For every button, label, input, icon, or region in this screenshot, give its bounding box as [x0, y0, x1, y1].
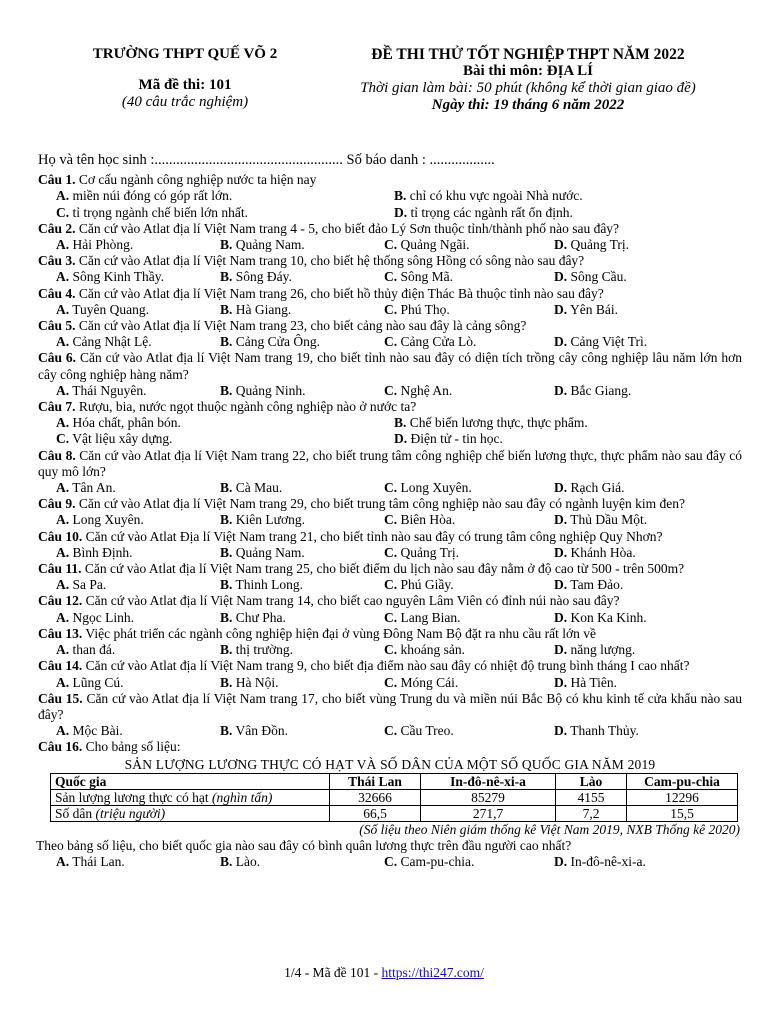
question-list — [38, 172, 742, 739]
question-text: Cơ cấu ngành công nghiệp nước ta hiện nay — [78, 172, 317, 188]
table-row-label: Số dân (triệu người) — [51, 805, 330, 821]
option-a[interactable]: A. Tuyên Quang. — [56, 301, 150, 317]
question-text: Căn cứ vào Atlat địa lí Việt Nam trang 22, cho biết trung tâm công nghiệp chế biến lương thực, thực phẩm nào sau đây có quy mô lớn? — [38, 447, 742, 479]
table-row — [51, 805, 738, 821]
question-label: Câu 11. — [38, 561, 82, 577]
table-cell: 32666 — [330, 789, 421, 805]
question-text: Rượu, bia, nước ngọt thuộc ngành công nghiệp nào ở nước ta? — [78, 399, 417, 415]
question-5 — [38, 318, 742, 334]
option-d[interactable]: D. Thanh Thủy. — [554, 723, 639, 739]
table-header-cell: In-đô-nê-xi-a — [421, 773, 556, 789]
option-d[interactable]: D. Điện tử - tin học. — [394, 431, 503, 447]
option-row — [38, 512, 742, 528]
option-b[interactable]: B. Cà Mau. — [220, 480, 283, 496]
option-row — [38, 334, 742, 350]
table-title: SẢN LƯỢNG LƯƠNG THỰC CÓ HẠT VÀ SỐ DÂN CỦA MỘT SỐ QUỐC GIA NĂM 2019 — [124, 756, 656, 772]
table-row-label: Sản lượng lương thực có hạt (nghìn tấn) — [51, 789, 330, 805]
student-info-line — [38, 152, 742, 168]
option-d[interactable]: D. tỉ trọng các ngành rất ổn định. — [394, 204, 573, 220]
option-c[interactable]: C. Móng Cái. — [384, 674, 459, 690]
table-header-cell: Quốc gia — [51, 773, 330, 789]
option-row — [38, 302, 742, 318]
option-c[interactable]: C. Long Xuyên. — [384, 480, 472, 496]
option-b[interactable]: B. Thinh Long. — [220, 577, 304, 593]
table-cell: 12296 — [627, 789, 738, 805]
exam-date: Ngày thi: 19 tháng 6 năm 2022 — [431, 97, 625, 113]
option-row — [38, 415, 742, 431]
option-b[interactable]: B. Hà Giang. — [220, 301, 292, 317]
question-text: Việc phát triển các ngành công nghiệp hiện đại ở vùng Đông Nam Bộ đặt ra nhu cầu rất lớn về — [85, 625, 596, 641]
exam-body — [38, 152, 742, 870]
question-14 — [38, 658, 742, 674]
question-text: Căn cứ vào Atlat địa lí Việt Nam trang 14, cho biết cao nguyên Lâm Viên có đỉnh núi nào sau đây? — [85, 593, 620, 609]
question-label: Câu 8. — [38, 447, 76, 463]
question-text: Căn cứ vào Atlat địa lí Việt Nam trang 25, cho biết điểm du lịch nào sau đây nằm ở độ cao từ 500 - trên 500m? — [84, 561, 685, 577]
option-d[interactable]: D. Sông Cầu. — [554, 269, 627, 285]
header-left — [60, 46, 310, 111]
option-a[interactable]: A. Hải Phòng. — [56, 237, 134, 253]
table-cell: 7,2 — [556, 805, 627, 821]
question-11 — [38, 561, 742, 577]
question-12 — [38, 593, 742, 609]
option-c[interactable]: C. Nghệ An. — [384, 382, 453, 398]
option-d[interactable]: D. Yên Bái. — [554, 301, 618, 317]
option-d[interactable]: D. In-đô-nê-xi-a. — [554, 854, 646, 870]
exam-subject: Bài thi môn: ĐỊA LÍ — [462, 63, 594, 79]
option-c[interactable]: C. Cam-pu-chia. — [384, 854, 475, 870]
table-cell: 66,5 — [330, 805, 421, 821]
question-10 — [38, 529, 742, 545]
option-c[interactable]: C. Phú Thọ. — [384, 301, 450, 317]
option-c[interactable]: C. Cảng Cửa Lò. — [384, 334, 477, 350]
option-c[interactable]: C. Cầu Treo. — [384, 723, 454, 739]
data-table — [50, 773, 738, 822]
option-b[interactable]: B. thị trường. — [220, 642, 293, 658]
student-name-label: Họ và tên học sinh :.................................................... — [38, 152, 343, 168]
question-label: Câu 9. — [38, 496, 76, 512]
option-row — [38, 723, 742, 739]
option-a[interactable]: A. Mộc Bài. — [56, 723, 123, 739]
option-row — [38, 675, 742, 691]
option-c[interactable]: C. Quảng Ngãi. — [384, 237, 470, 253]
option-a[interactable]: A. miền núi đóng có góp rất lớn. — [56, 188, 233, 204]
question-3 — [38, 253, 742, 269]
question-text: Căn cứ vào Atlat địa lí Việt Nam trang 26, cho biết hồ thủy điện Thác Bà thuộc tỉnh nào sau đây? — [78, 285, 604, 301]
question-label: Câu 10. — [38, 528, 83, 544]
option-a[interactable]: A. Bình Định. — [56, 544, 133, 560]
option-c[interactable]: C. Vật liệu xây dựng. — [56, 431, 173, 447]
question-9 — [38, 496, 742, 512]
question-text: Căn cứ vào Atlat địa lí Việt Nam trang 19, cho biết tỉnh nào sau đây có diện tích trồng cây công nghiệp lâu năm lớn hơn cây công nghiệp hàng năm? — [38, 350, 743, 382]
option-b[interactable]: B. Quảng Nam. — [220, 544, 305, 560]
option-c[interactable]: C. Biên Hòa. — [384, 512, 456, 528]
option-b[interactable]: B. Hà Nội. — [220, 674, 279, 690]
question-8 — [38, 448, 742, 480]
question-text: Căn cứ vào Atlat Địa lí Việt Nam trang 21, cho biết tỉnh nào sau đây có trung tâm công nghiệp Quy Nhơn? — [85, 528, 663, 544]
question-1 — [38, 172, 742, 188]
question-4 — [38, 286, 742, 302]
option-row — [38, 205, 742, 221]
question-text: Căn cứ vào Atlat địa lí Việt Nam trang 10, cho biết hệ thống sông Hồng có sông nào sau đây? — [78, 253, 585, 269]
question-text: Cho bảng số liệu: — [85, 739, 181, 755]
footer-link[interactable]: https://thi247.com/ — [381, 965, 484, 980]
option-a[interactable]: A. Sa Pa. — [56, 577, 107, 593]
option-c[interactable]: C. khoáng sản. — [384, 642, 465, 658]
option-a[interactable]: A. Thái Lan. — [56, 854, 125, 870]
option-row — [38, 431, 742, 447]
question-16-prompt: Theo bảng số liệu, cho biết quốc gia nào sau đây có bình quân lương thực trên đầu người cao nhất? — [36, 837, 572, 853]
option-b[interactable]: B. Quảng Nam. — [220, 237, 305, 253]
option-row — [38, 642, 742, 658]
option-a[interactable]: A. Lũng Cú. — [56, 674, 124, 690]
question-label: Câu 4. — [38, 285, 76, 301]
option-b[interactable]: B. Lào. — [220, 854, 261, 870]
option-row — [38, 854, 742, 870]
option-row — [38, 188, 742, 204]
question-label: Câu 12. — [38, 593, 83, 609]
option-b[interactable]: B. Chư Pha. — [220, 609, 286, 625]
option-a[interactable]: A. Cảng Nhật Lệ. — [56, 334, 152, 350]
option-row — [38, 610, 742, 626]
question-label: Câu 3. — [38, 253, 76, 269]
table-source: (Số liệu theo Niên giám thống kê Việt Nam 2019, NXB Thống kê 2020) — [359, 821, 740, 837]
table-cell: 85279 — [421, 789, 556, 805]
question-7 — [38, 399, 742, 415]
question-text: Căn cứ vào Atlat địa lí Việt Nam trang 4 - 5, cho biết đảo Lý Sơn thuộc tỉnh/thành phố nào sau đây? — [78, 220, 620, 236]
option-b[interactable]: B. Chế biến lương thực, thực phẩm. — [394, 415, 588, 431]
option-d[interactable]: D. Khánh Hòa. — [554, 544, 636, 560]
exam-time: Thời gian làm bài: 50 phút (không kể thời gian giao đề) — [360, 80, 696, 96]
option-a[interactable]: A. Long Xuyên. — [56, 512, 144, 528]
table-row — [51, 789, 738, 805]
table-header-cell: Thái Lan — [330, 773, 421, 789]
option-a[interactable]: A. than đá. — [56, 642, 116, 658]
school-name: TRƯỜNG THPT QUẾ VÕ 2 — [92, 46, 278, 62]
question-2 — [38, 221, 742, 237]
option-d[interactable]: D. Tam Đảo. — [554, 577, 624, 593]
option-row — [38, 545, 742, 561]
option-c[interactable]: C. Lang Bian. — [384, 609, 461, 625]
option-row — [38, 269, 742, 285]
option-a[interactable]: A. Ngọc Linh. — [56, 609, 134, 625]
option-d[interactable]: D. Rạch Giá. — [554, 480, 625, 496]
option-d[interactable]: D. Cảng Việt Trì. — [554, 334, 648, 350]
question-label: Câu 13. — [38, 625, 83, 641]
option-b[interactable]: B. Kiên Lương. — [220, 512, 305, 528]
question-label: Câu 2. — [38, 220, 76, 236]
page-footer — [0, 965, 768, 981]
option-d[interactable]: D. Quảng Trị. — [554, 237, 630, 253]
exam-code: Mã đề thi: 101 — [138, 77, 232, 93]
option-a[interactable]: A. Sông Kinh Thầy. — [56, 269, 165, 285]
table-cell: 15,5 — [627, 805, 738, 821]
table-header-row — [51, 773, 738, 789]
question-label: Câu 1. — [38, 172, 76, 188]
table-header-cell: Lào — [556, 773, 627, 789]
option-row — [38, 237, 742, 253]
option-a[interactable]: A. Hóa chất, phân bón. — [56, 415, 181, 431]
option-b[interactable]: B. Vân Đồn. — [220, 723, 289, 739]
question-text: Căn cứ vào Atlat địa lí Việt Nam trang 17, cho biết vùng Trung du và miền núi Bắc Bộ có khu kinh tế cửa khẩu nào sau đây? — [38, 690, 743, 722]
option-b[interactable]: B. Quảng Ninh. — [220, 382, 306, 398]
question-label: Câu 15. — [38, 690, 83, 706]
option-row — [38, 383, 742, 399]
footer-text: 1/4 - Mã đề 101 - — [284, 965, 382, 980]
table-cell: 271,7 — [421, 805, 556, 821]
question-13 — [38, 626, 742, 642]
question-text: Căn cứ vào Atlat địa lí Việt Nam trang 9, cho biết địa điểm nào sau đây có nhiệt độ trung bình tháng I cao nhất? — [85, 658, 690, 674]
option-a[interactable]: A. Tân An. — [56, 480, 116, 496]
option-d[interactable]: D. Bắc Giang. — [554, 382, 632, 398]
table-cell: 4155 — [556, 789, 627, 805]
option-a[interactable]: A. Thái Nguyên. — [56, 382, 147, 398]
question-text: Căn cứ vào Atlat địa lí Việt Nam trang 23, cho biết cảng nào sau đây là cảng sông? — [78, 318, 527, 334]
option-c[interactable]: C. Phú Giầy. — [384, 577, 454, 593]
option-c[interactable]: C. Sông Mã. — [384, 269, 454, 285]
option-b[interactable]: B. Cảng Cửa Ông. — [220, 334, 320, 350]
question-text: Căn cứ vào Atlat địa lí Việt Nam trang 29, cho biết trung tâm công nghiệp nào sau đây có ngành luyện kim đen? — [78, 496, 685, 512]
question-16 — [38, 739, 742, 755]
question-15 — [38, 691, 742, 723]
option-row — [38, 577, 742, 593]
table-header-cell: Cam-pu-chia — [627, 773, 738, 789]
question-6 — [38, 350, 742, 382]
question-label: Câu 14. — [38, 658, 83, 674]
option-d[interactable]: D. năng lượng. — [554, 642, 636, 658]
question-label: Câu 7. — [38, 399, 76, 415]
option-d[interactable]: D. Thủ Dầu Một. — [554, 512, 648, 528]
option-d[interactable]: D. Hà Tiên. — [554, 674, 618, 690]
header-right — [318, 46, 738, 114]
exam-title: ĐỀ THI THỬ TỐT NGHIỆP THPT NĂM 2022 — [371, 46, 685, 63]
option-b[interactable]: B. Sông Đáy. — [220, 269, 292, 285]
option-d[interactable]: D. Kon Ka Kinh. — [554, 609, 647, 625]
student-id-label: Số báo danh : .................. — [346, 152, 495, 168]
question-label: Câu 6. — [38, 350, 77, 366]
question-label: Câu 5. — [38, 318, 76, 334]
option-c[interactable]: C. tỉ trọng ngành chế biến lớn nhất. — [56, 204, 248, 220]
question-label: Câu 16. — [38, 739, 83, 755]
option-b[interactable]: B. chỉ có khu vực ngoài Nhà nước. — [394, 188, 583, 204]
question-count: (40 câu trắc nghiệm) — [121, 94, 249, 110]
option-c[interactable]: C. Quảng Trị. — [384, 544, 460, 560]
option-row — [38, 480, 742, 496]
